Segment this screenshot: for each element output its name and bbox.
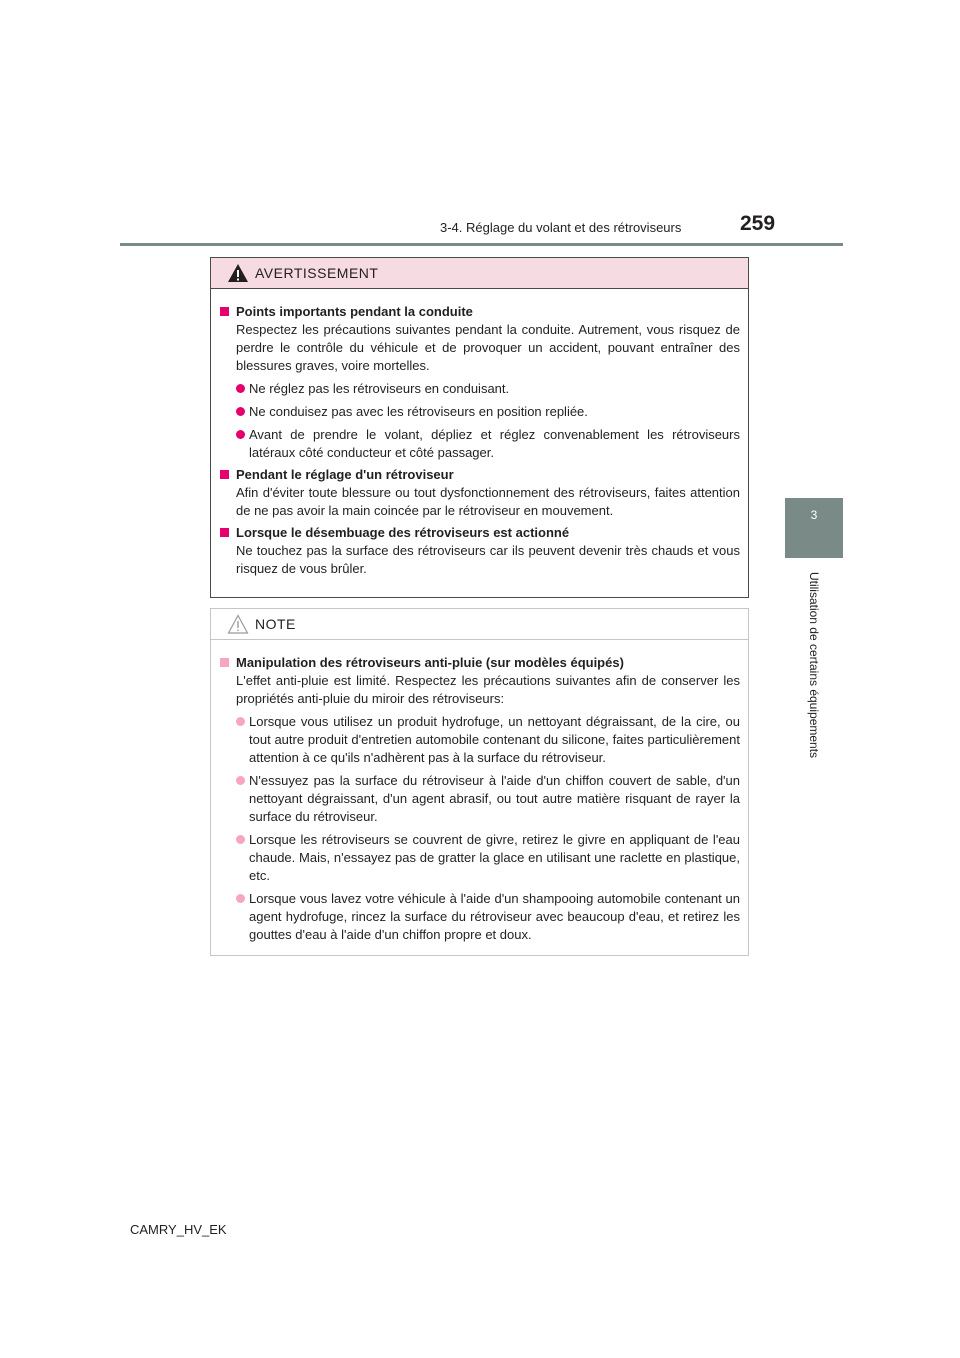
note-box-body [211,640,748,944]
note-section-text: L'effet anti-pluie est limité. Respectez les précautions suivantes afin de conserver les propriétés anti-pluie du miroir des rétroviseurs: [236,673,740,706]
circle-bullet-icon [236,430,245,439]
warning-section-text: Respectez les précautions suivantes pendant la conduite. Autrement, vous risquez de perdre le contrôle du véhicule et de provoquer un accident, pouvant entraîner des blessures graves, voire mortelles. [236,322,740,373]
warning-section-text: Ne touchez pas la surface des rétroviseurs car ils peuvent devenir très chauds et vous risquez de vous brûler. [236,543,740,576]
square-bullet-icon [220,658,229,667]
warning-triangle-icon [227,263,249,283]
caution-triangle-outline-icon [227,614,249,634]
header-divider [120,243,843,246]
chapter-tab [785,498,843,558]
warning-section-title: Lorsque le désembuage des rétroviseurs est actionné [219,524,740,542]
square-bullet-icon [220,528,229,537]
circle-bullet-icon [236,894,245,903]
note-bullet-item: Lorsque les rétroviseurs se couvrent de givre, retirez le givre en appliquant de l'eau chaude. Mais, n'essayez pas de gratter la glace en utilisant une raclette en plastique, etc. [219,831,740,885]
circle-bullet-icon [236,835,245,844]
circle-bullet-icon [236,407,245,416]
note-bullet-item: Lorsque vous utilisez un produit hydrofuge, un nettoyant dégraissant, de la cire, ou tout autre produit d'entretien automobile contenant du silicone, faites particulièrement attention à ce qu'ils n'adhèrent pas à la surface du rétroviseur. [219,713,740,767]
square-bullet-icon [220,470,229,479]
chapter-side-label-container [785,560,843,770]
footer-model-id: CAMRY_HV_EK [130,1222,227,1237]
page-number: 259 [740,212,776,235]
note-box-title: NOTE [255,616,296,632]
note-box-header [211,609,748,640]
note-bullet-item: Lorsque vous lavez votre véhicule à l'aide d'un shampooing automobile contenant un agent hydrofuge, rincez la surface du rétroviseur avec beaucoup d'eau, et retirez les gouttes d'eau à l'aide d'un chiffon propre et doux. [219,890,740,944]
square-bullet-icon [220,307,229,316]
note-section-title: Manipulation des rétroviseurs anti-pluie (sur modèles équipés) [219,654,740,672]
warning-bullet-item: Ne conduisez pas avec les rétroviseurs en position repliée. [219,403,740,421]
warning-box [210,257,749,598]
circle-bullet-icon [236,384,245,393]
warning-section-text: Afin d'éviter toute blessure ou tout dysfonctionnement des rétroviseurs, faites attention de ne pas avoir la main coincée par le rétroviseur en mouvement. [236,485,740,518]
warning-section-title: Pendant le réglage d'un rétroviseur [219,466,740,484]
warning-bullet-item: Ne réglez pas les rétroviseurs en conduisant. [219,380,740,398]
section-header-title: 3-4. Réglage du volant et des rétroviseurs [440,220,682,235]
warning-box-header [211,258,748,289]
circle-bullet-icon [236,776,245,785]
note-bullet-item: N'essuyez pas la surface du rétroviseur à l'aide d'un chiffon couvert de sable, d'un nettoyant dégraissant, d'un agent abrasif, ou tout autre matière risquant de rayer la surface du rétroviseur. [219,772,740,826]
chapter-tab-number: 3 [810,508,818,522]
warning-box-title: AVERTISSEMENT [255,265,379,281]
warning-section-title: Points importants pendant la conduite [219,303,740,321]
chapter-side-label: Utilisation de certains équipements [807,571,821,759]
warning-box-body [211,289,748,578]
circle-bullet-icon [236,717,245,726]
warning-bullet-item: Avant de prendre le volant, dépliez et réglez convenablement les rétroviseurs latéraux côté conducteur et côté passager. [219,426,740,462]
note-box [210,608,749,956]
